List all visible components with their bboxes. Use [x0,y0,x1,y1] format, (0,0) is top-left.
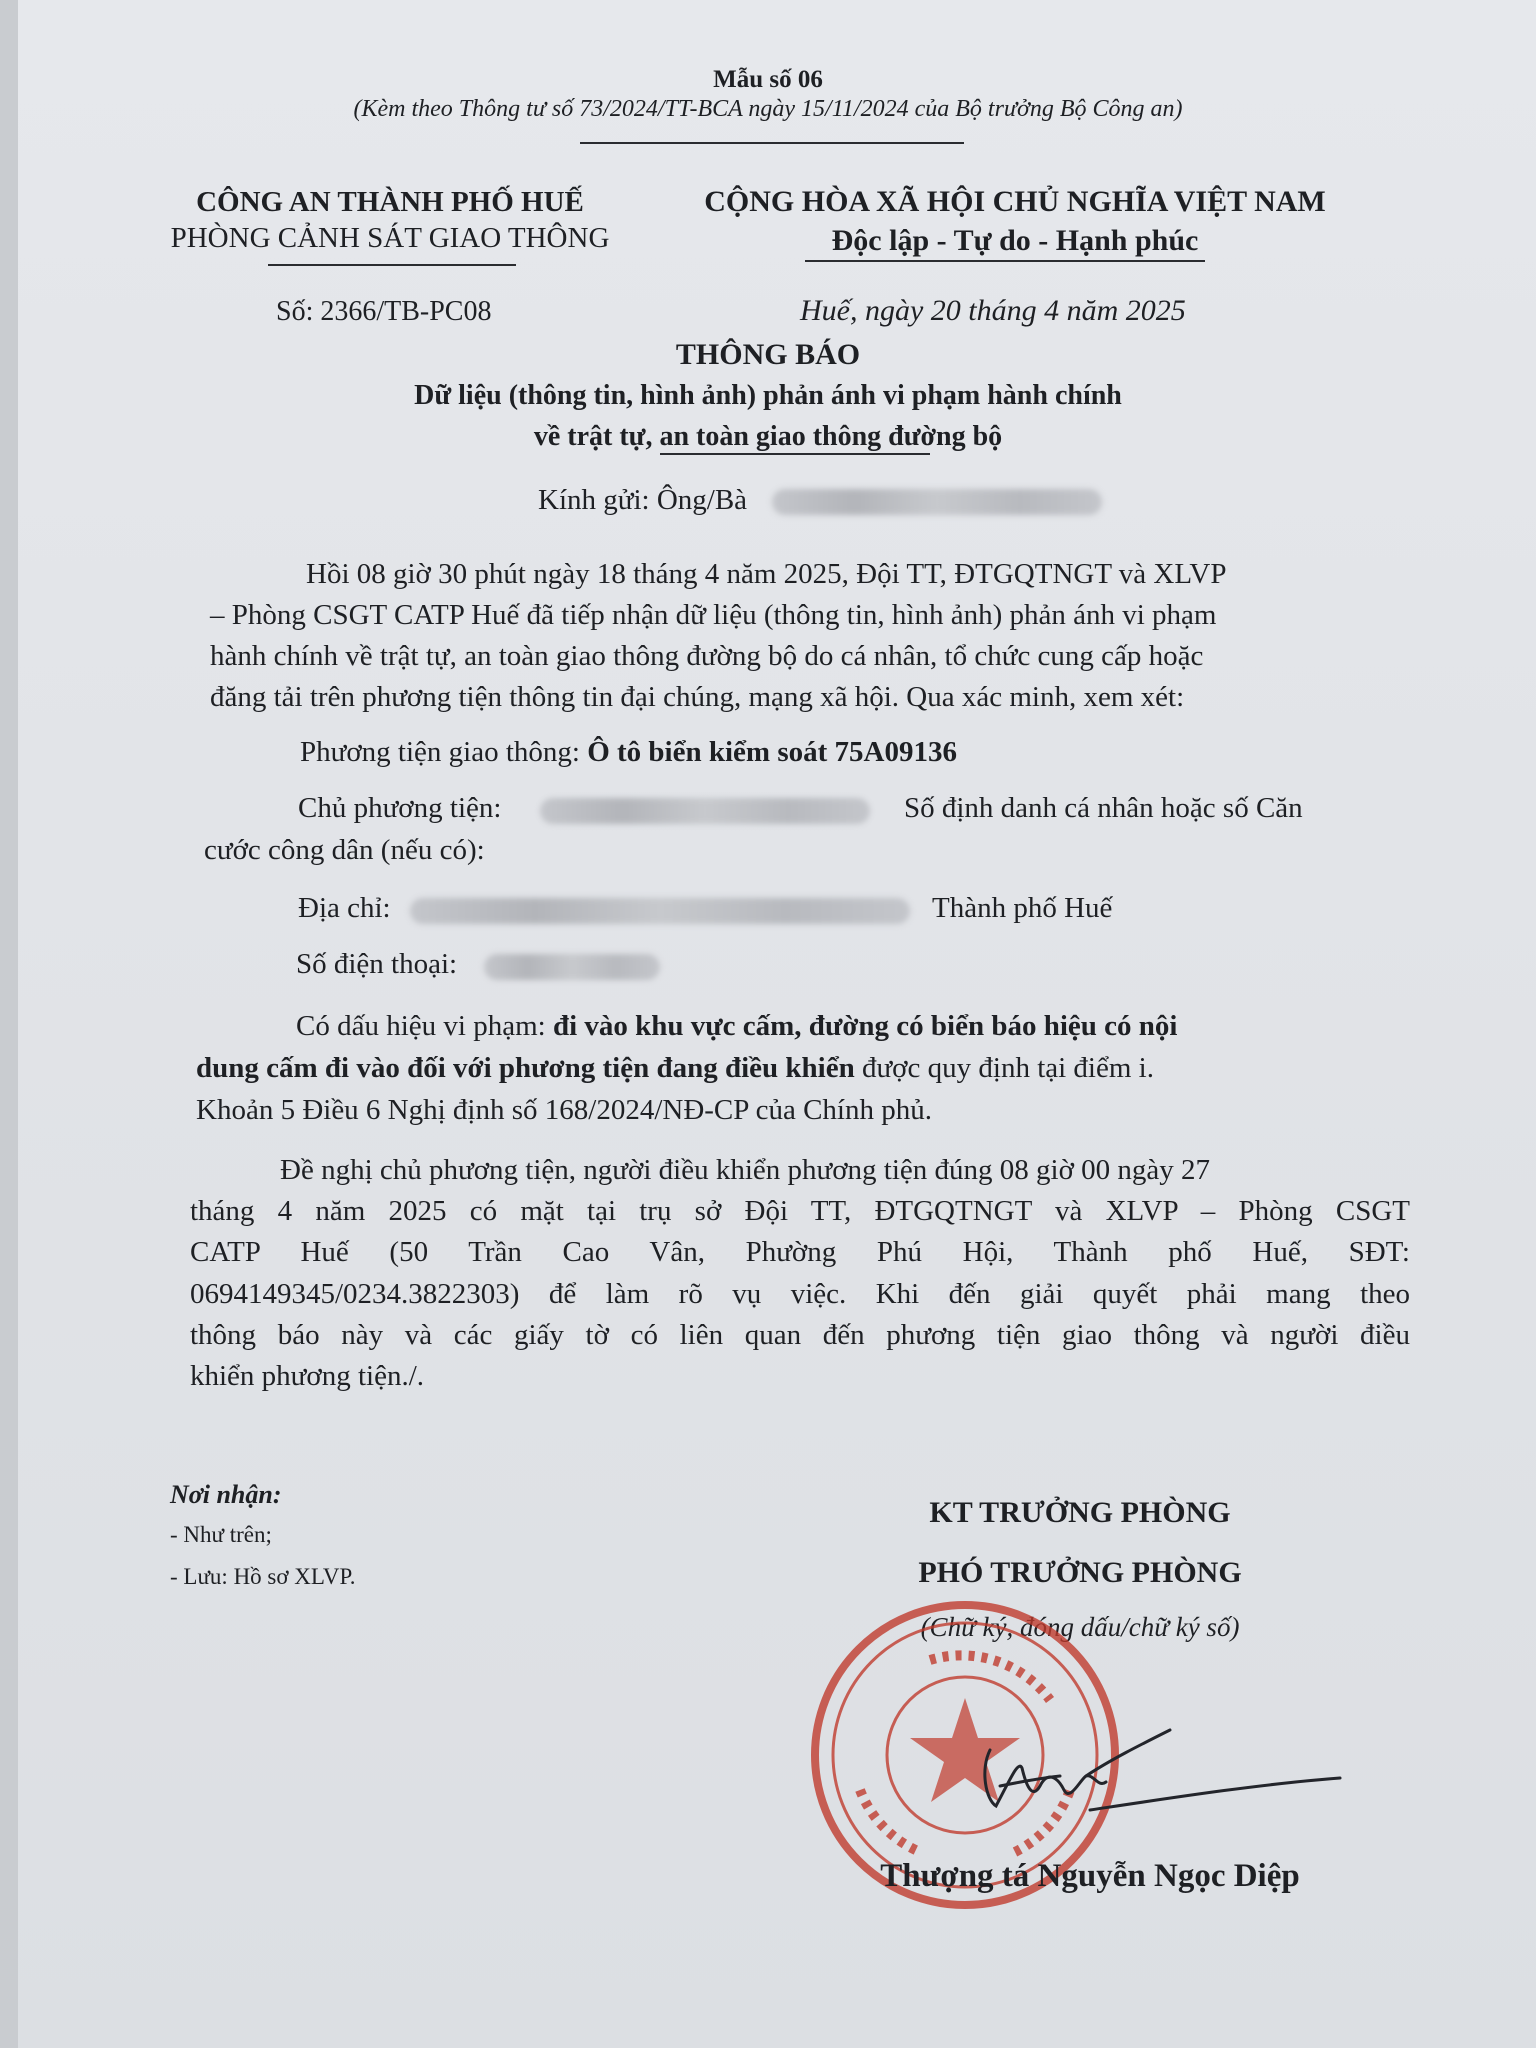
recipient-item: - Như trên; [170,1522,272,1547]
intro-paragraph [210,595,1400,719]
owner-label: Chủ phương tiện: [298,792,502,824]
violation-line-1 [296,1006,1177,1047]
intro-line: hành chính về trật tự, an toàn giao thông đường bộ do cá nhân, tổ chức cung cấp hoặc [210,640,1204,673]
title-rule [660,453,930,455]
subtitle-line-2: về trật tự, an toàn giao thông đường bộ [533,420,1003,452]
place-date: Huế, ngày 20 tháng 4 năm 2025 [800,294,1186,327]
request-line: Đề nghị chủ phương tiện, người điều khiển phương tiện đúng 08 giờ 00 ngày 27 [280,1154,1211,1186]
violation-clause: được quy định tại điểm i. [854,1052,1154,1084]
phone-label: Số điện thoại: [296,948,458,980]
document-number: Số: 2366/TB-PC08 [276,296,492,327]
violation-text-2: dung cấm đi vào đối với phương tiện đang điều khiển [196,1052,855,1084]
intro-line: – Phòng CSGT CATP Huế đã tiếp nhận dữ liệu (thông tin, hình ảnh) phản ánh vi phạm [210,599,1217,631]
organization-name: CÔNG AN THÀNH PHỐ HUẾ [196,186,584,218]
recipient-item: - Lưu: Hồ sơ XLVP. [170,1564,356,1589]
request-line: CATP Huế (50 Trần Cao Vân, Phường Phú Hội, Thành phố Huế, SĐT: [190,1236,1410,1269]
form-number: Mẫu số 06 [713,66,823,93]
document-subtitle [0,376,1536,457]
vehicle-line [300,732,957,773]
signature-title-2: PHÓ TRƯỞNG PHÒNG [918,1556,1242,1589]
national-heading [655,182,1375,260]
department-name: PHÒNG CẢNH SÁT GIAO THÔNG [170,222,610,255]
signature-title-1: KT TRƯỞNG PHÒNG [929,1496,1231,1529]
vehicle-label: Phương tiện giao thông: [300,736,588,768]
violation-text-1: đi vào khu vực cấm, đường có biển báo hiệu có nội [552,1010,1178,1042]
intro-line: đăng tải trên phương tiện thông tin đại chúng, mạng xã hội. Qua xác minh, xem xét: [210,681,1185,714]
id-label-continued: cước công dân (nếu có): [204,834,485,866]
recipient-label: Kính gửi: Ông/Bà [538,484,748,516]
recipients-label: Nơi nhận: [170,1480,282,1509]
recipient-line [538,480,1102,521]
violation-label: Có dấu hiệu vi phạm: [296,1010,553,1042]
motto: Độc lập - Tự do - Hạnh phúc [831,224,1199,257]
header-rule [580,142,964,144]
motto-rule [805,260,1205,262]
subtitle-line-1: Dữ liệu (thông tin, hình ảnh) phản ánh vi phạm hành chính [414,380,1122,411]
request-line: tháng 4 năm 2025 có mặt tại trụ sở Đội TT, ĐTGQTNGT và XLVP – Phòng CSGT [190,1195,1410,1228]
document-title: THÔNG BÁO [675,338,861,371]
signature-note: (Chữ ký, đóng dấu/chữ ký số) [920,1612,1240,1642]
form-reference: (Kèm theo Thông tư số 73/2024/TT-BCA ngày 15/11/2024 của Bộ trưởng Bộ Công an) [353,96,1183,122]
redacted-recipient [772,489,1102,515]
organization-block [130,184,650,257]
request-line: 0694149345/0234.3822303) để làm rõ vụ việc. Khi đến giải quyết phải mang theo [190,1277,1410,1310]
vehicle-plate: Ô tô biển kiểm soát 75A09136 [587,736,957,768]
violation-line-2 [196,1048,1154,1089]
redacted-phone [484,954,660,980]
violation-line-3: Khoản 5 Điều 6 Nghị định số 168/2024/NĐ-CP của Chính phủ. [196,1094,932,1126]
handwritten-signature [940,1690,1360,1840]
signer-name: Thượng tá Nguyễn Ngọc Diệp [880,1858,1300,1894]
intro-first-line: Hồi 08 giờ 30 phút ngày 18 tháng 4 năm 2025, Đội TT, ĐTGQTNGT và XLVP [306,558,1227,590]
address-city: Thành phố Huế [932,892,1113,924]
address-label: Địa chỉ: [298,892,391,924]
nation-name: CỘNG HÒA XÃ HỘI CHỦ NGHĨA VIỆT NAM [704,185,1326,218]
request-line: khiển phương tiện./. [190,1359,425,1392]
id-label: Số định danh cá nhân hoặc số Căn [904,792,1303,824]
redacted-owner [540,798,870,824]
organization-rule [268,264,516,266]
request-paragraph [190,1150,1410,1397]
request-line: thông báo này và các giấy tờ có liên quan đến phương tiện giao thông và người điều [190,1318,1410,1351]
redacted-address [410,898,910,924]
